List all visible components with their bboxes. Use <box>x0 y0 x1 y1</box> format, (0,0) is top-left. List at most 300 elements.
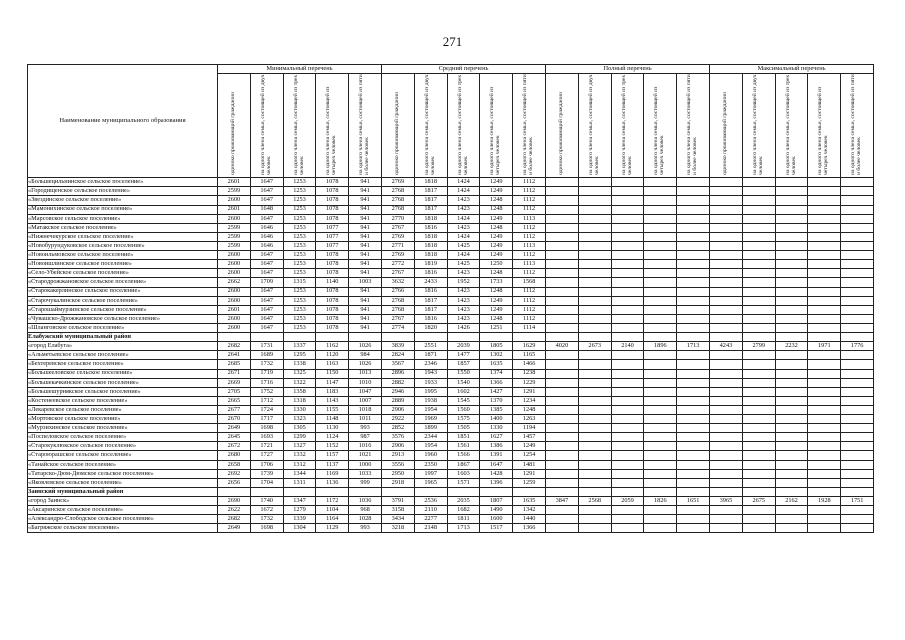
value-cell: 2767 <box>381 269 414 278</box>
value-cell <box>742 415 775 424</box>
table-row <box>28 506 874 515</box>
value-cell: 2767 <box>381 314 414 323</box>
value-cell <box>710 187 743 196</box>
value-cell: 1816 <box>414 269 447 278</box>
municipality-name: «Костенеевское сельское поселение» <box>28 396 218 405</box>
value-cell: 1078 <box>316 314 349 323</box>
value-cell: 1311 <box>283 478 316 487</box>
municipality-name: «Мамонихинское сельское поселение» <box>28 205 218 214</box>
value-cell <box>710 214 743 223</box>
value-cell: 1113 <box>513 241 546 250</box>
value-cell <box>775 378 808 387</box>
table-row <box>28 478 874 487</box>
value-cell <box>808 469 841 478</box>
value-cell: 941 <box>349 205 382 214</box>
value-cell <box>677 287 710 296</box>
value-cell: 1995 <box>414 387 447 396</box>
value-cell <box>644 196 677 205</box>
value-cell: 2685 <box>218 360 251 369</box>
value-cell <box>546 387 579 396</box>
value-cell <box>611 433 644 442</box>
value-cell: 2622 <box>218 506 251 515</box>
value-cell <box>742 469 775 478</box>
table-row <box>28 405 874 414</box>
table-row <box>28 223 874 232</box>
value-cell: 2918 <box>381 478 414 487</box>
value-cell <box>677 251 710 260</box>
value-cell <box>546 433 579 442</box>
subheader-cell <box>841 74 874 178</box>
value-cell <box>513 487 546 496</box>
table-row <box>28 351 874 360</box>
table-row <box>28 214 874 223</box>
value-cell: 1249 <box>480 187 513 196</box>
value-cell: 2692 <box>218 469 251 478</box>
value-cell: 1826 <box>644 497 677 506</box>
value-cell: 1291 <box>513 387 546 396</box>
value-cell <box>677 387 710 396</box>
value-cell <box>578 369 611 378</box>
value-cell: 1857 <box>447 360 480 369</box>
value-cell <box>644 487 677 496</box>
value-cell: 1114 <box>513 323 546 332</box>
value-cell <box>644 241 677 250</box>
value-cell: 3576 <box>381 433 414 442</box>
value-cell <box>677 214 710 223</box>
value-cell: 1249 <box>480 241 513 250</box>
value-cell: 2162 <box>775 497 808 506</box>
value-cell <box>775 469 808 478</box>
value-cell: 1719 <box>250 369 283 378</box>
value-cell <box>447 333 480 342</box>
value-cell: 1253 <box>283 178 316 187</box>
value-cell: 1112 <box>513 314 546 323</box>
value-cell <box>808 360 841 369</box>
value-cell: 1238 <box>513 369 546 378</box>
value-cell: 1396 <box>480 478 513 487</box>
value-cell: 1253 <box>283 269 316 278</box>
value-cell: 2768 <box>381 296 414 305</box>
value-cell <box>841 333 874 342</box>
value-cell: 1318 <box>283 396 316 405</box>
subheader-label: на одного члена семьи, состоящей из трех человек <box>292 74 305 175</box>
value-cell: 941 <box>349 323 382 332</box>
value-cell <box>578 469 611 478</box>
value-cell: 1249 <box>513 442 546 451</box>
value-cell: 2906 <box>381 442 414 451</box>
value-cell <box>644 478 677 487</box>
value-cell <box>742 223 775 232</box>
table-row <box>28 378 874 387</box>
value-cell <box>808 478 841 487</box>
value-cell: 941 <box>349 187 382 196</box>
value-cell: 1112 <box>513 251 546 260</box>
value-cell <box>710 314 743 323</box>
value-cell <box>808 396 841 405</box>
value-cell <box>808 351 841 360</box>
value-cell <box>808 241 841 250</box>
value-cell <box>742 205 775 214</box>
subheader-label: одиноко проживающий гражданин <box>393 92 400 175</box>
value-cell: 941 <box>349 178 382 187</box>
value-cell <box>742 524 775 533</box>
value-cell <box>775 269 808 278</box>
value-cell <box>546 232 579 241</box>
value-cell: 1647 <box>250 287 283 296</box>
value-cell <box>742 460 775 469</box>
table-row <box>28 269 874 278</box>
value-cell <box>742 214 775 223</box>
value-cell: 2601 <box>218 178 251 187</box>
value-cell <box>808 260 841 269</box>
value-cell <box>775 323 808 332</box>
value-cell <box>742 360 775 369</box>
value-cell <box>710 387 743 396</box>
value-cell <box>578 333 611 342</box>
value-cell: 1426 <box>447 323 480 332</box>
value-cell: 1253 <box>283 296 316 305</box>
value-cell <box>841 232 874 241</box>
value-cell: 1338 <box>283 360 316 369</box>
value-cell: 1249 <box>480 232 513 241</box>
value-cell: 2600 <box>218 269 251 278</box>
value-cell: 1457 <box>513 433 546 442</box>
value-cell: 1717 <box>250 415 283 424</box>
value-cell: 1423 <box>447 196 480 205</box>
value-cell: 2035 <box>447 497 480 506</box>
value-cell: 1732 <box>250 515 283 524</box>
value-cell <box>775 223 808 232</box>
table-row <box>28 387 874 396</box>
subheader-cell <box>611 74 644 178</box>
value-cell <box>841 260 874 269</box>
value-cell: 1704 <box>250 478 283 487</box>
value-cell: 2675 <box>742 497 775 506</box>
subheader-cell <box>742 74 775 178</box>
value-cell <box>578 378 611 387</box>
value-cell <box>644 232 677 241</box>
value-cell <box>775 506 808 515</box>
value-cell <box>742 387 775 396</box>
value-cell: 2600 <box>218 287 251 296</box>
value-cell: 1078 <box>316 296 349 305</box>
municipality-name: «Село-Убейское сельское поселение» <box>28 269 218 278</box>
value-cell <box>447 487 480 496</box>
value-cell <box>742 251 775 260</box>
table-row <box>28 396 874 405</box>
value-cell <box>611 360 644 369</box>
value-cell <box>677 487 710 496</box>
value-cell <box>677 223 710 232</box>
value-cell <box>775 478 808 487</box>
value-cell: 1391 <box>480 451 513 460</box>
value-cell: 1647 <box>480 460 513 469</box>
value-cell <box>644 260 677 269</box>
value-cell <box>677 351 710 360</box>
value-cell <box>611 451 644 460</box>
value-cell <box>480 487 513 496</box>
value-cell <box>775 278 808 287</box>
value-cell: 1003 <box>349 278 382 287</box>
value-cell <box>546 178 579 187</box>
table-row <box>28 442 874 451</box>
value-cell: 1752 <box>250 387 283 396</box>
value-cell: 2768 <box>381 205 414 214</box>
value-cell: 1807 <box>480 497 513 506</box>
value-cell: 2772 <box>381 260 414 269</box>
value-cell <box>644 223 677 232</box>
municipality-name: «Нижнечекурское сельское поселение» <box>28 232 218 241</box>
value-cell <box>775 424 808 433</box>
subheader-cell <box>808 74 841 178</box>
value-cell <box>742 287 775 296</box>
value-cell <box>644 287 677 296</box>
value-cell <box>677 360 710 369</box>
value-cell: 1954 <box>414 405 447 414</box>
value-cell <box>742 269 775 278</box>
value-cell <box>742 178 775 187</box>
value-cell: 1036 <box>349 497 382 506</box>
value-cell: 2600 <box>218 196 251 205</box>
value-cell: 1466 <box>513 360 546 369</box>
value-cell <box>644 433 677 442</box>
subheader-label: на одного члена семьи, состоящей из пяти и более человек <box>850 74 863 175</box>
value-cell <box>546 323 579 332</box>
value-cell: 1647 <box>250 260 283 269</box>
value-cell <box>841 506 874 515</box>
value-cell: 1811 <box>447 515 480 524</box>
value-cell <box>611 205 644 214</box>
value-cell <box>316 333 349 342</box>
value-cell: 2771 <box>381 241 414 250</box>
value-cell: 1928 <box>808 497 841 506</box>
group-header: Средний перечень <box>381 65 545 74</box>
value-cell <box>775 314 808 323</box>
value-cell <box>546 369 579 378</box>
value-cell <box>546 442 579 451</box>
value-cell: 1112 <box>513 187 546 196</box>
municipality-name: «Танайское сельское поселение» <box>28 460 218 469</box>
value-cell: 1279 <box>283 506 316 515</box>
value-cell: 1647 <box>250 187 283 196</box>
value-cell <box>677 305 710 314</box>
value-cell <box>611 460 644 469</box>
value-cell <box>808 232 841 241</box>
value-cell <box>742 260 775 269</box>
subheader-label: одиноко проживающий гражданин <box>558 92 564 175</box>
value-cell: 1339 <box>283 515 316 524</box>
value-cell: 984 <box>349 351 382 360</box>
value-cell: 968 <box>349 506 382 515</box>
value-cell <box>414 487 447 496</box>
value-cell <box>644 269 677 278</box>
value-cell: 1194 <box>513 424 546 433</box>
value-cell: 1647 <box>250 269 283 278</box>
value-cell <box>710 205 743 214</box>
value-cell: 2852 <box>381 424 414 433</box>
value-cell <box>775 178 808 187</box>
municipality-name: «Старочукалинское сельское поселение» <box>28 296 218 305</box>
value-cell: 1332 <box>283 451 316 460</box>
value-cell <box>775 405 808 414</box>
value-cell: 1571 <box>447 478 480 487</box>
value-cell <box>578 451 611 460</box>
value-cell <box>677 241 710 250</box>
value-cell: 2059 <box>611 497 644 506</box>
value-cell <box>611 314 644 323</box>
subheader-cell <box>316 74 349 178</box>
value-cell: 1018 <box>349 405 382 414</box>
value-cell: 1386 <box>480 442 513 451</box>
value-cell <box>808 251 841 260</box>
value-cell <box>775 396 808 405</box>
value-cell: 1172 <box>316 497 349 506</box>
municipality-name: «Поспеловское сельское поселение» <box>28 433 218 442</box>
value-cell: 1249 <box>480 296 513 305</box>
value-cell: 941 <box>349 296 382 305</box>
value-cell <box>742 478 775 487</box>
value-cell <box>742 515 775 524</box>
value-cell <box>578 260 611 269</box>
value-cell <box>677 405 710 414</box>
value-cell <box>218 487 251 496</box>
value-cell <box>841 278 874 287</box>
value-cell: 1603 <box>447 469 480 478</box>
value-cell <box>742 433 775 442</box>
table-row <box>28 205 874 214</box>
value-cell <box>250 333 283 342</box>
value-cell: 1337 <box>283 342 316 351</box>
value-cell: 1291 <box>513 469 546 478</box>
table-row <box>28 278 874 287</box>
value-cell: 1423 <box>447 205 480 214</box>
value-cell <box>578 405 611 414</box>
value-cell <box>480 333 513 342</box>
value-cell: 3839 <box>381 342 414 351</box>
value-cell: 2599 <box>218 241 251 250</box>
value-cell: 1011 <box>349 415 382 424</box>
value-cell: 1304 <box>283 524 316 533</box>
value-cell: 3556 <box>381 460 414 469</box>
value-cell: 1249 <box>480 178 513 187</box>
value-cell: 2599 <box>218 223 251 232</box>
value-cell: 1776 <box>841 342 874 351</box>
value-cell <box>644 415 677 424</box>
value-cell <box>841 251 874 260</box>
value-cell <box>841 296 874 305</box>
value-cell: 1817 <box>414 196 447 205</box>
value-cell <box>808 223 841 232</box>
value-cell <box>775 415 808 424</box>
value-cell: 1600 <box>480 515 513 524</box>
value-cell <box>775 433 808 442</box>
value-cell <box>283 487 316 496</box>
value-cell <box>808 433 841 442</box>
value-cell <box>841 314 874 323</box>
value-cell <box>710 269 743 278</box>
value-cell: 1550 <box>447 369 480 378</box>
value-cell <box>775 351 808 360</box>
municipality-name: «Бехтеревское сельское поселение» <box>28 360 218 369</box>
value-cell: 1302 <box>480 351 513 360</box>
value-cell: 1817 <box>414 296 447 305</box>
value-cell <box>677 232 710 241</box>
value-cell <box>546 469 579 478</box>
value-cell: 1164 <box>316 515 349 524</box>
value-cell <box>742 405 775 414</box>
value-cell <box>710 351 743 360</box>
value-cell: 1016 <box>349 442 382 451</box>
value-cell <box>546 360 579 369</box>
value-cell: 1816 <box>414 223 447 232</box>
value-cell: 1078 <box>316 178 349 187</box>
value-cell: 1299 <box>283 433 316 442</box>
value-cell <box>578 487 611 496</box>
value-cell: 1423 <box>447 296 480 305</box>
value-cell <box>808 415 841 424</box>
subheader-cell <box>218 74 251 178</box>
value-cell <box>546 241 579 250</box>
value-cell <box>841 433 874 442</box>
value-cell: 1147 <box>316 378 349 387</box>
value-cell <box>611 178 644 187</box>
value-cell: 1248 <box>480 314 513 323</box>
value-cell: 1706 <box>250 460 283 469</box>
value-cell <box>710 415 743 424</box>
table-row <box>28 469 874 478</box>
value-cell <box>808 451 841 460</box>
value-cell: 1646 <box>250 241 283 250</box>
value-cell <box>841 487 874 496</box>
value-cell: 2140 <box>611 342 644 351</box>
value-cell: 1253 <box>283 214 316 223</box>
value-cell: 1021 <box>349 451 382 460</box>
value-cell <box>644 323 677 332</box>
value-cell <box>578 305 611 314</box>
value-cell: 3158 <box>381 506 414 515</box>
value-cell <box>644 351 677 360</box>
value-cell: 1712 <box>250 396 283 405</box>
value-cell <box>513 333 546 342</box>
group-header: Максимальный перечень <box>710 65 874 74</box>
municipality-name: «Большецильнинское сельское поселение» <box>28 178 218 187</box>
value-cell: 2641 <box>218 351 251 360</box>
value-cell <box>611 196 644 205</box>
value-cell <box>644 278 677 287</box>
value-cell <box>644 424 677 433</box>
value-cell: 1330 <box>283 405 316 414</box>
value-cell: 941 <box>349 232 382 241</box>
value-cell: 1010 <box>349 378 382 387</box>
value-cell <box>841 378 874 387</box>
value-cell <box>316 487 349 496</box>
value-cell <box>546 460 579 469</box>
value-cell <box>611 214 644 223</box>
value-cell: 2536 <box>414 497 447 506</box>
value-cell: 941 <box>349 287 382 296</box>
value-cell <box>710 524 743 533</box>
value-cell: 1647 <box>250 214 283 223</box>
value-cell: 1635 <box>480 360 513 369</box>
table-row <box>28 369 874 378</box>
value-cell <box>644 524 677 533</box>
value-cell: 1152 <box>316 442 349 451</box>
municipality-name: «Лекаревское сельское поселение» <box>28 405 218 414</box>
value-cell <box>677 378 710 387</box>
municipality-name: «Большекачкинское сельское поселение» <box>28 378 218 387</box>
value-cell: 1330 <box>480 424 513 433</box>
value-cell: 1183 <box>316 387 349 396</box>
